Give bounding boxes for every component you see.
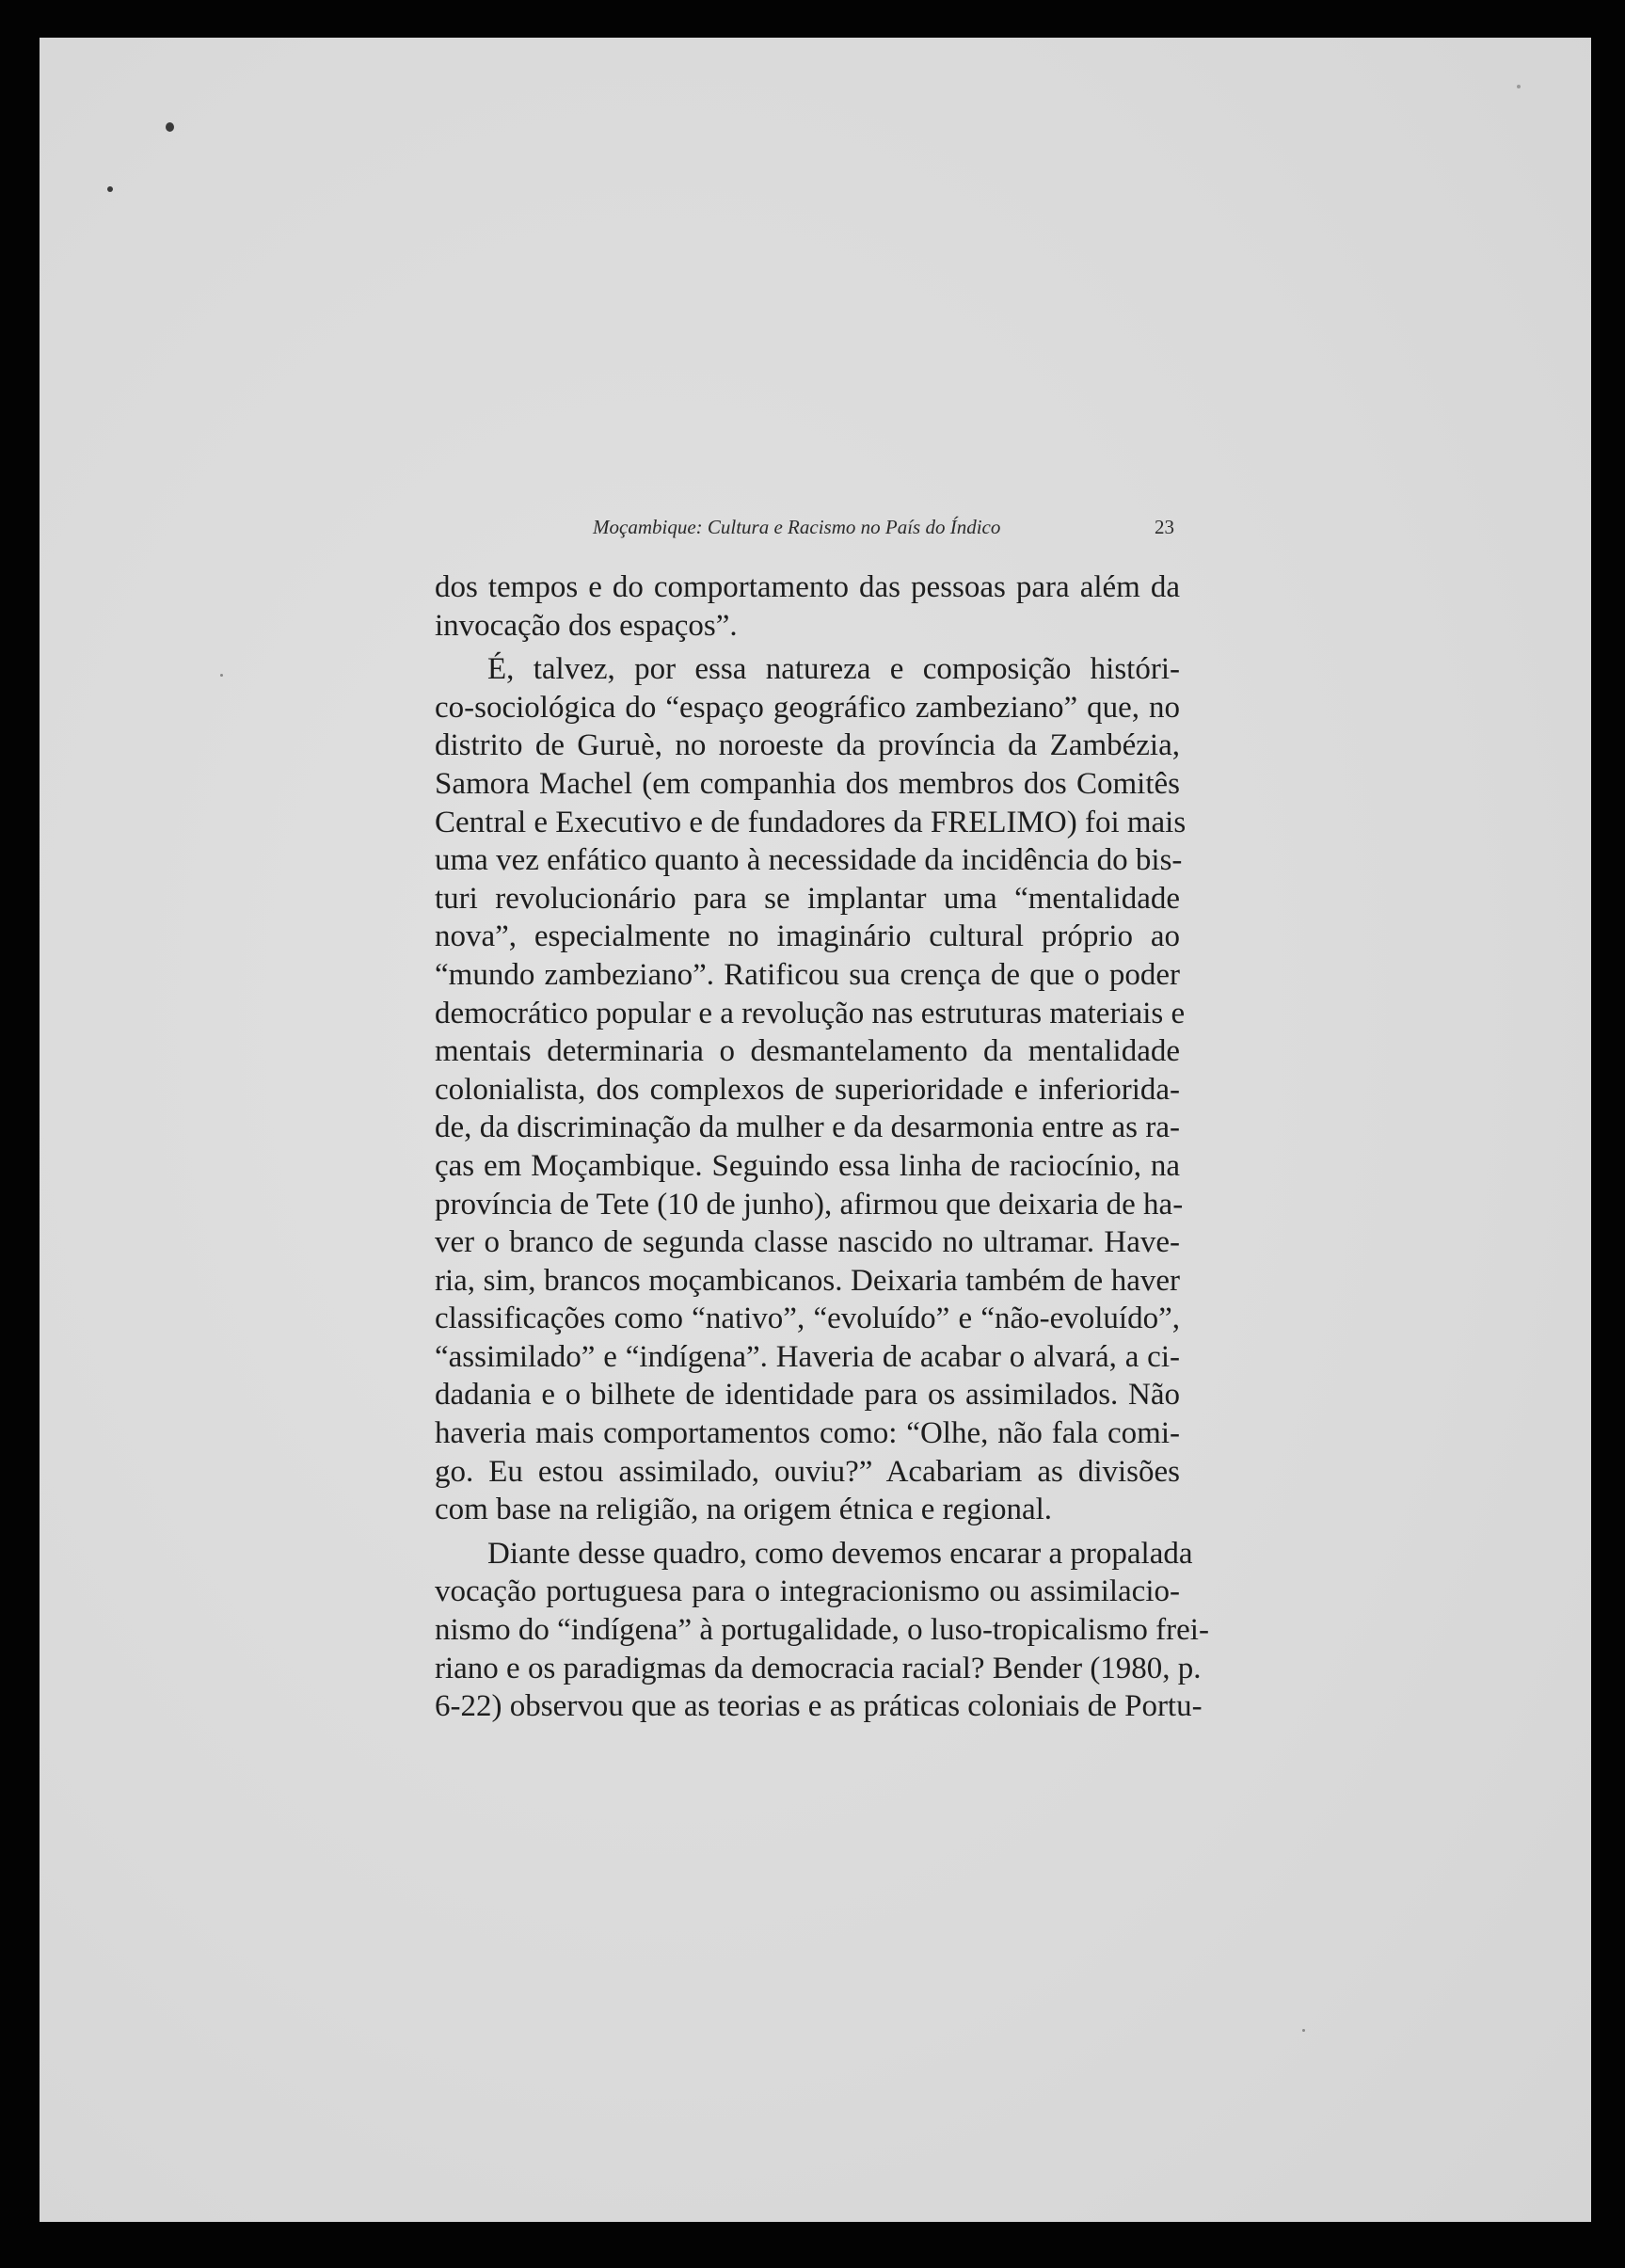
text-line: dos tempos e do comportamento das pessoas para além da: [435, 570, 1180, 604]
text-line: “mundo zambeziano”. Ratificou sua crença de que o poder: [435, 957, 1180, 992]
text-line: província de Tete (10 de junho), afirmou que deixaria de ha-: [435, 1187, 1184, 1222]
text-line: Samora Machel (em companhia dos membros dos Comitês: [435, 766, 1180, 801]
running-header: [435, 516, 1180, 546]
text-line: uma vez enfático quanto à necessidade da incidência do bis-: [435, 843, 1183, 878]
text-line: haveria mais comportamentos como: “Olhe, não fala comi-: [435, 1416, 1180, 1451]
text-line: dadania e o bilhete de identidade para os assimilados. Não: [435, 1378, 1180, 1413]
text-line: co-sociológica do “espaço geográfico zambeziano” que, no: [435, 690, 1180, 725]
text-line: distrito de Guruè, no noroeste da província da Zambézia,: [435, 728, 1180, 763]
text-line: ças em Moçambique. Seguindo essa linha de raciocínio, na: [435, 1148, 1180, 1183]
text-line: classificações como “nativo”, “evoluído” e “não-evoluído”,: [435, 1302, 1180, 1336]
text-line: com base na religião, na origem étnica e regional.: [435, 1493, 1053, 1527]
text-line: Central e Executivo e de fundadores da FRELIMO) foi mais: [435, 805, 1187, 839]
text-line: nova”, especialmente no imaginário cultural próprio ao: [435, 919, 1180, 954]
paragraph: [435, 650, 1187, 1529]
text-line: invocação dos espaços”.: [435, 608, 738, 643]
scan-speck: [1302, 2029, 1305, 2032]
text-line: riano e os paradigmas da democracia racial? Bender (1980, p.: [435, 1651, 1202, 1685]
text-line: Diante desse quadro, como devemos encarar a propalada: [487, 1536, 1193, 1571]
text-line: mentais determinaria o desmantelamento da mentalidade: [435, 1034, 1180, 1069]
paragraph: [435, 568, 1180, 645]
scan-speck: [1517, 85, 1521, 88]
text-line: É, talvez, por essa natureza e composição históri-: [487, 652, 1180, 687]
text-line: vocação portuguesa para o integracionismo ou assimilacio-: [435, 1574, 1180, 1609]
scan-speck: [166, 122, 174, 132]
scan-speck: [107, 186, 113, 192]
scan-speck: [220, 674, 223, 677]
text-line: colonialista, dos complexos de superioridade e inferiorida-: [435, 1072, 1180, 1107]
text-line: “assimilado” e “indígena”. Haveria de acabar o alvará, a ci-: [435, 1339, 1180, 1374]
text-line: 6-22) observou que as teorias e as práticas coloniais de Portu-: [435, 1689, 1203, 1724]
page-number: 23: [1155, 516, 1174, 538]
text-line: ver o branco de segunda classe nascido no ultramar. Have-: [435, 1225, 1180, 1260]
text-line: nismo do “indígena” à portugalidade, o luso-tropicalismo frei-: [435, 1613, 1209, 1648]
body-text: [435, 568, 1209, 1726]
text-line: ria, sim, brancos moçambicanos. Deixaria também de haver: [435, 1263, 1180, 1298]
paragraph: [435, 1535, 1209, 1726]
text-line: turi revolucionário para se implantar uma “mentalidade: [435, 881, 1180, 916]
text-line: de, da discriminação da mulher e da desarmonia entre as ra-: [435, 1110, 1180, 1145]
text-line: democrático popular e a revolução nas estruturas materiais e: [435, 996, 1186, 1030]
running-title: Moçambique: Cultura e Racismo no País do Índico: [593, 516, 1001, 538]
text-line: go. Eu estou assimilado, ouviu?” Acabariam as divisões: [435, 1454, 1180, 1489]
